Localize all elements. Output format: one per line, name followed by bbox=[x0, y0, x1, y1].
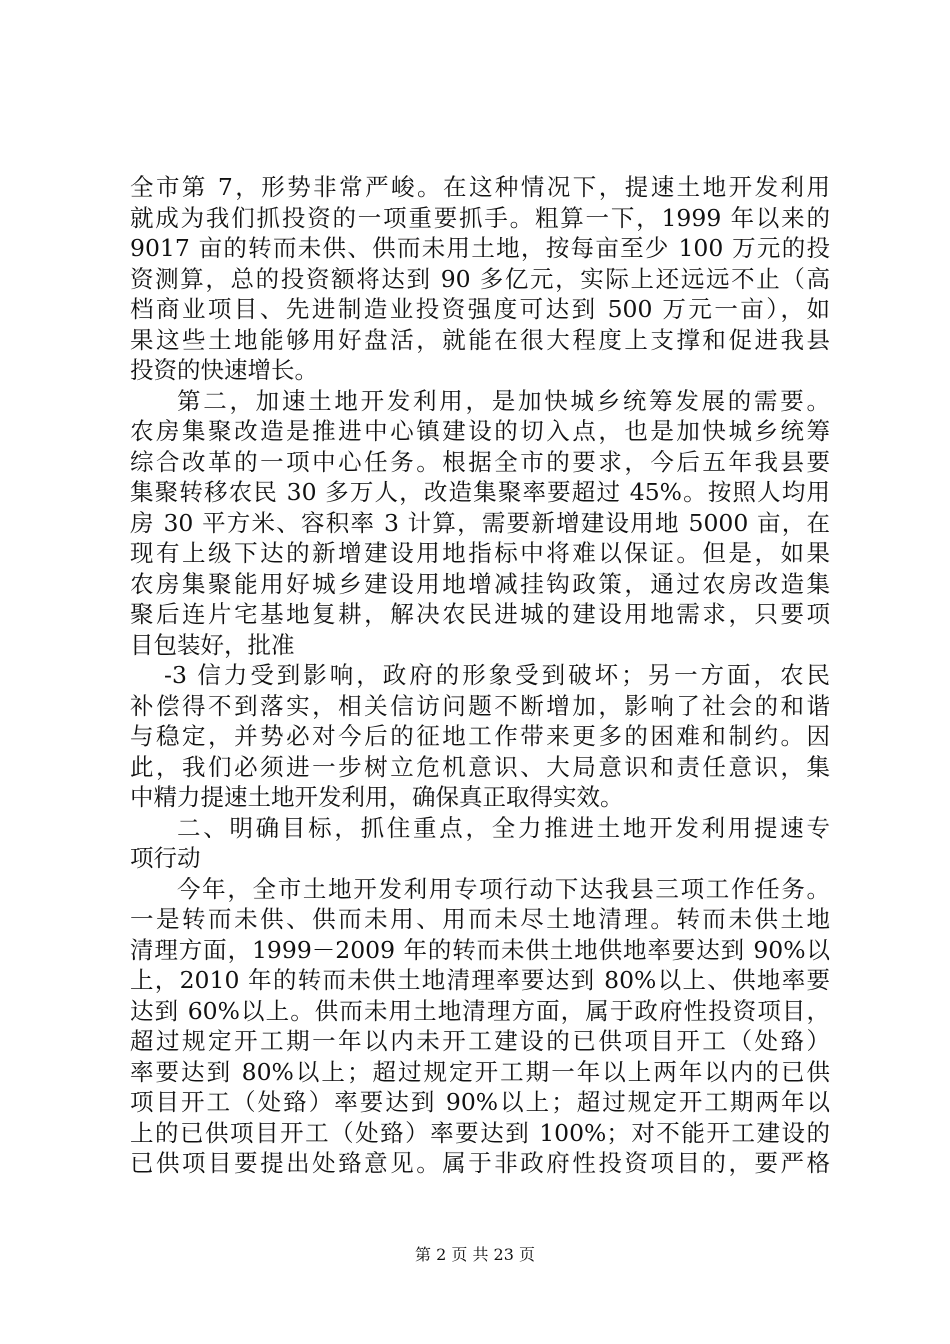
text-line: 项行动 bbox=[130, 844, 201, 872]
text-line: 补偿得不到落实，相关信访问题不断增加，影响了社会的和谐 bbox=[130, 691, 830, 720]
page-footer: 第 2 页 共 23 页 bbox=[415, 1245, 535, 1264]
text-line: 综合改革的一项中心任务。根据全市的要求，今后五年我县要 bbox=[130, 447, 830, 476]
document-body bbox=[130, 172, 830, 1179]
text-line: 超过规定开工期一年以内未开工建设的已供项目开工（处臵） bbox=[130, 1027, 830, 1055]
text-line: 9017 亩的转而未供、供而未用土地，按每亩至少 100 万元的投 bbox=[130, 234, 830, 262]
text-line: 率要达到 80%以上；超过规定开工期一年以上两年以内的已供 bbox=[130, 1057, 830, 1086]
text-line: 达到 60%以上。供而未用土地清理方面，属于政府性投资项目， bbox=[130, 996, 830, 1025]
text-line: 农房集聚改造是推进中心镇建设的切入点，也是加快城乡统筹 bbox=[130, 417, 830, 445]
text-line: 清理方面，1999－2009 年的转而未供土地供地率要达到 90%以 bbox=[130, 935, 830, 964]
text-line: 今年，全市土地开发利用专项行动下达我县三项工作任务。 bbox=[177, 874, 830, 903]
text-line: 现有上级下达的新增建设用地指标中将难以保证。但是，如果 bbox=[130, 539, 830, 567]
text-line: 果这些土地能够用好盘活，就能在很大程度上支撑和促进我县 bbox=[130, 325, 830, 354]
text-line: 就成为我们抓投资的一项重要抓手。粗算一下，1999 年以来的 bbox=[130, 203, 830, 232]
text-line: 集聚转移农民 30 多万人，改造集聚率要超过 45%。按照人均用 bbox=[130, 478, 830, 506]
text-line: 房 30 平方米、容积率 3 计算，需要新增建设用地 5000 亩，在 bbox=[130, 508, 830, 537]
text-line: 全市第 7，形势非常严峻。在这种情况下，提速土地开发利用 bbox=[130, 173, 830, 201]
text-line: 项目开工（处臵）率要达到 90%以上；超过规定开工期两年以 bbox=[130, 1088, 830, 1116]
text-line: 目包装好，批准 bbox=[130, 630, 295, 659]
text-line: -3 信力受到影响，政府的形象受到破坏；另一方面，农民 bbox=[164, 661, 830, 689]
text-line: 上，2010 年的转而未供土地清理率要达到 80%以上、供地率要 bbox=[130, 966, 830, 994]
text-line: 第二，加速土地开发利用，是加快城乡统筹发展的需要。 bbox=[177, 386, 830, 415]
text-line: 上的已供项目开工（处臵）率要达到 100%；对不能开工建设的 bbox=[130, 1118, 830, 1147]
text-line: 资测算，总的投资额将达到 90 多亿元，实际上还远远不止（高 bbox=[130, 264, 830, 293]
text-line: 聚后连片宅基地复耕，解决农民进城的建设用地需求，只要项 bbox=[130, 600, 830, 628]
text-line: 档商业项目、先进制造业投资强度可达到 500 万元一亩），如 bbox=[130, 295, 830, 323]
text-line: 与稳定，并势必对今后的征地工作带来更多的困难和制约。因 bbox=[130, 722, 830, 750]
text-line: 已供项目要提出处臵意见。属于非政府性投资项目的，要严格 bbox=[130, 1149, 830, 1177]
text-line: 二、明确目标，抓住重点，全力推进土地开发利用提速专 bbox=[177, 813, 830, 842]
text-line: 中精力提速土地开发利用，确保真正取得实效。 bbox=[130, 783, 624, 811]
text-line: 此，我们必须进一步树立危机意识、大局意识和责任意识，集 bbox=[130, 752, 830, 781]
text-line: 投资的快速增长。 bbox=[130, 356, 318, 384]
text-line: 一是转而未供、供而未用、用而未尽土地清理。转而未供土地 bbox=[130, 905, 830, 933]
text-line: 农房集聚能用好城乡建设用地增减挂钩政策，通过农房改造集 bbox=[130, 569, 830, 598]
